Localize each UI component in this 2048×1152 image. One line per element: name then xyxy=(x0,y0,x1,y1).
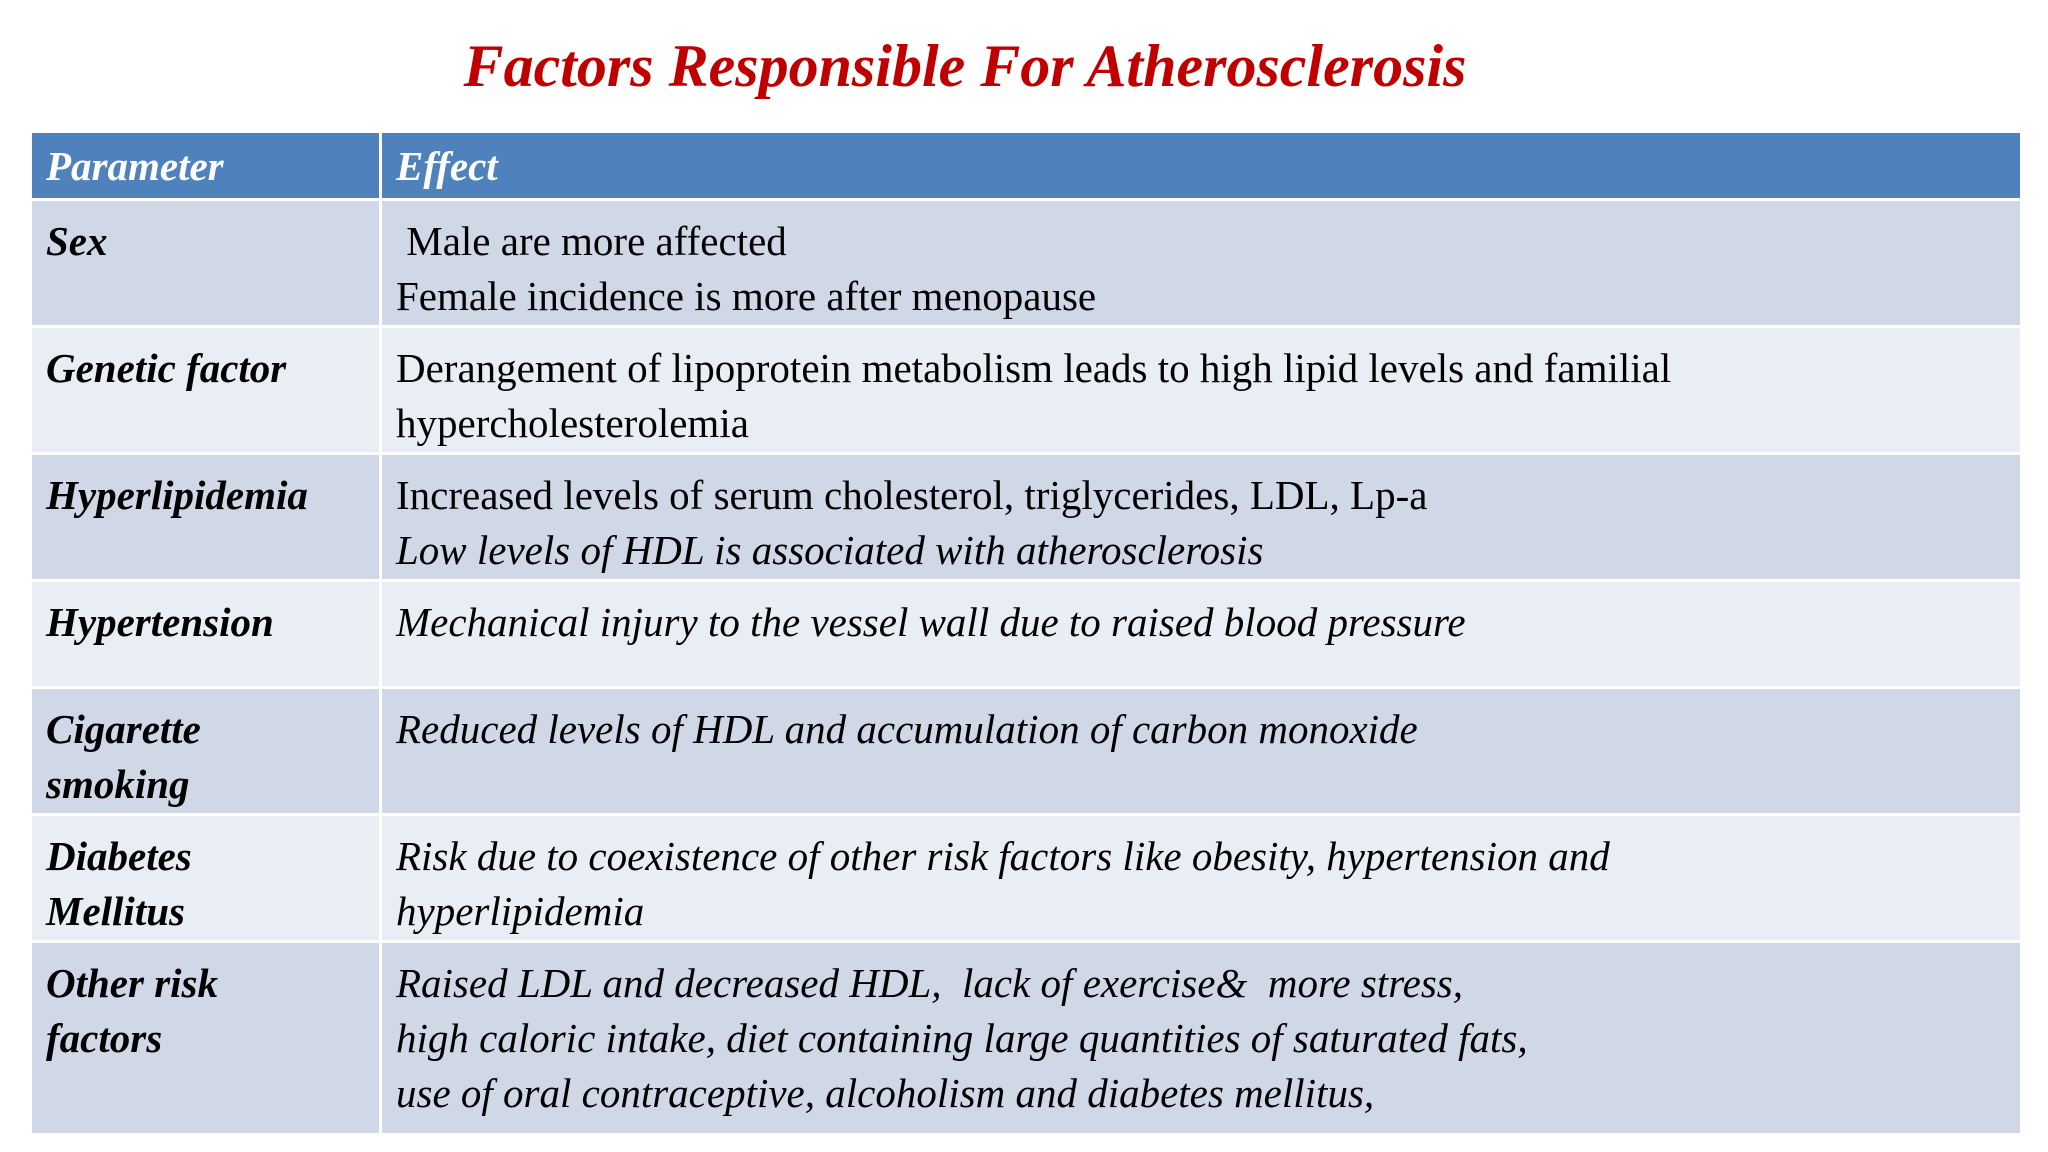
table-row xyxy=(32,689,2020,816)
table-row xyxy=(32,455,2020,582)
effect-text: Risk due to coexistence of other risk factors like obesity, hypertension and xyxy=(396,833,1610,879)
table-body xyxy=(32,201,2020,1136)
parameter-text: Other risk xyxy=(46,960,219,1006)
parameter-cell xyxy=(32,689,382,813)
table-row xyxy=(32,201,2020,328)
parameter-text: Diabetes xyxy=(46,833,192,879)
effect-cell xyxy=(382,328,2020,452)
slide-title: Factors Responsible For Atherosclerosis xyxy=(463,33,1467,99)
effect-text: use of oral contraceptive, alcoholism and diabetes mellitus, xyxy=(396,1070,1375,1116)
effect-cell xyxy=(382,582,2020,686)
parameter-cell xyxy=(32,943,382,1133)
parameter-text: Cigarette xyxy=(46,706,201,752)
parameter-text: Genetic factor xyxy=(46,345,287,391)
effect-cell xyxy=(382,689,2020,813)
factors-table xyxy=(32,133,2020,1136)
effect-text: Raised LDL and decreased HDL, lack of exercise& more stress, xyxy=(396,960,1463,1006)
parameter-text: Hyperlipidemia xyxy=(46,472,308,518)
effect-text: Low levels of HDL is associated with atherosclerosis xyxy=(396,527,1264,573)
table-row xyxy=(32,816,2020,943)
effect-text: Male are more affected xyxy=(396,218,787,264)
effect-text: Reduced levels of HDL and accumulation of carbon monoxide xyxy=(396,706,1418,752)
effect-cell xyxy=(382,816,2020,940)
parameter-cell xyxy=(32,455,382,579)
effect-cell xyxy=(382,201,2020,325)
effect-text: hyperlipidemia xyxy=(396,888,645,934)
parameter-cell xyxy=(32,582,382,686)
table-row xyxy=(32,943,2020,1136)
effect-text: Increased levels of serum cholesterol, triglycerides, LDL, Lp-a xyxy=(396,472,1428,518)
header-effect: Effect xyxy=(396,143,498,189)
effect-cell xyxy=(382,455,2020,579)
parameter-text: Mellitus xyxy=(46,888,185,934)
parameter-text: Sex xyxy=(46,218,108,264)
effect-text: Derangement of lipoprotein metabolism leads to high lipid levels and familial xyxy=(396,345,1672,391)
parameter-cell xyxy=(32,816,382,940)
table-header-row xyxy=(32,133,2020,201)
effect-text: Mechanical injury to the vessel wall due to raised blood pressure xyxy=(396,599,1466,645)
effect-cell xyxy=(382,943,2020,1133)
parameter-text: smoking xyxy=(46,761,190,807)
table-row xyxy=(32,582,2020,689)
parameter-text: factors xyxy=(46,1015,163,1061)
effect-text: high caloric intake, diet containing large quantities of saturated fats, xyxy=(396,1015,1528,1061)
table-row xyxy=(32,328,2020,455)
effect-text: hypercholesterolemia xyxy=(396,400,749,446)
header-parameter: Parameter xyxy=(32,133,382,198)
parameter-cell xyxy=(32,328,382,452)
effect-text: Female incidence is more after menopause xyxy=(396,273,1097,319)
parameter-cell xyxy=(32,201,382,325)
parameter-text: Hypertension xyxy=(46,599,274,645)
